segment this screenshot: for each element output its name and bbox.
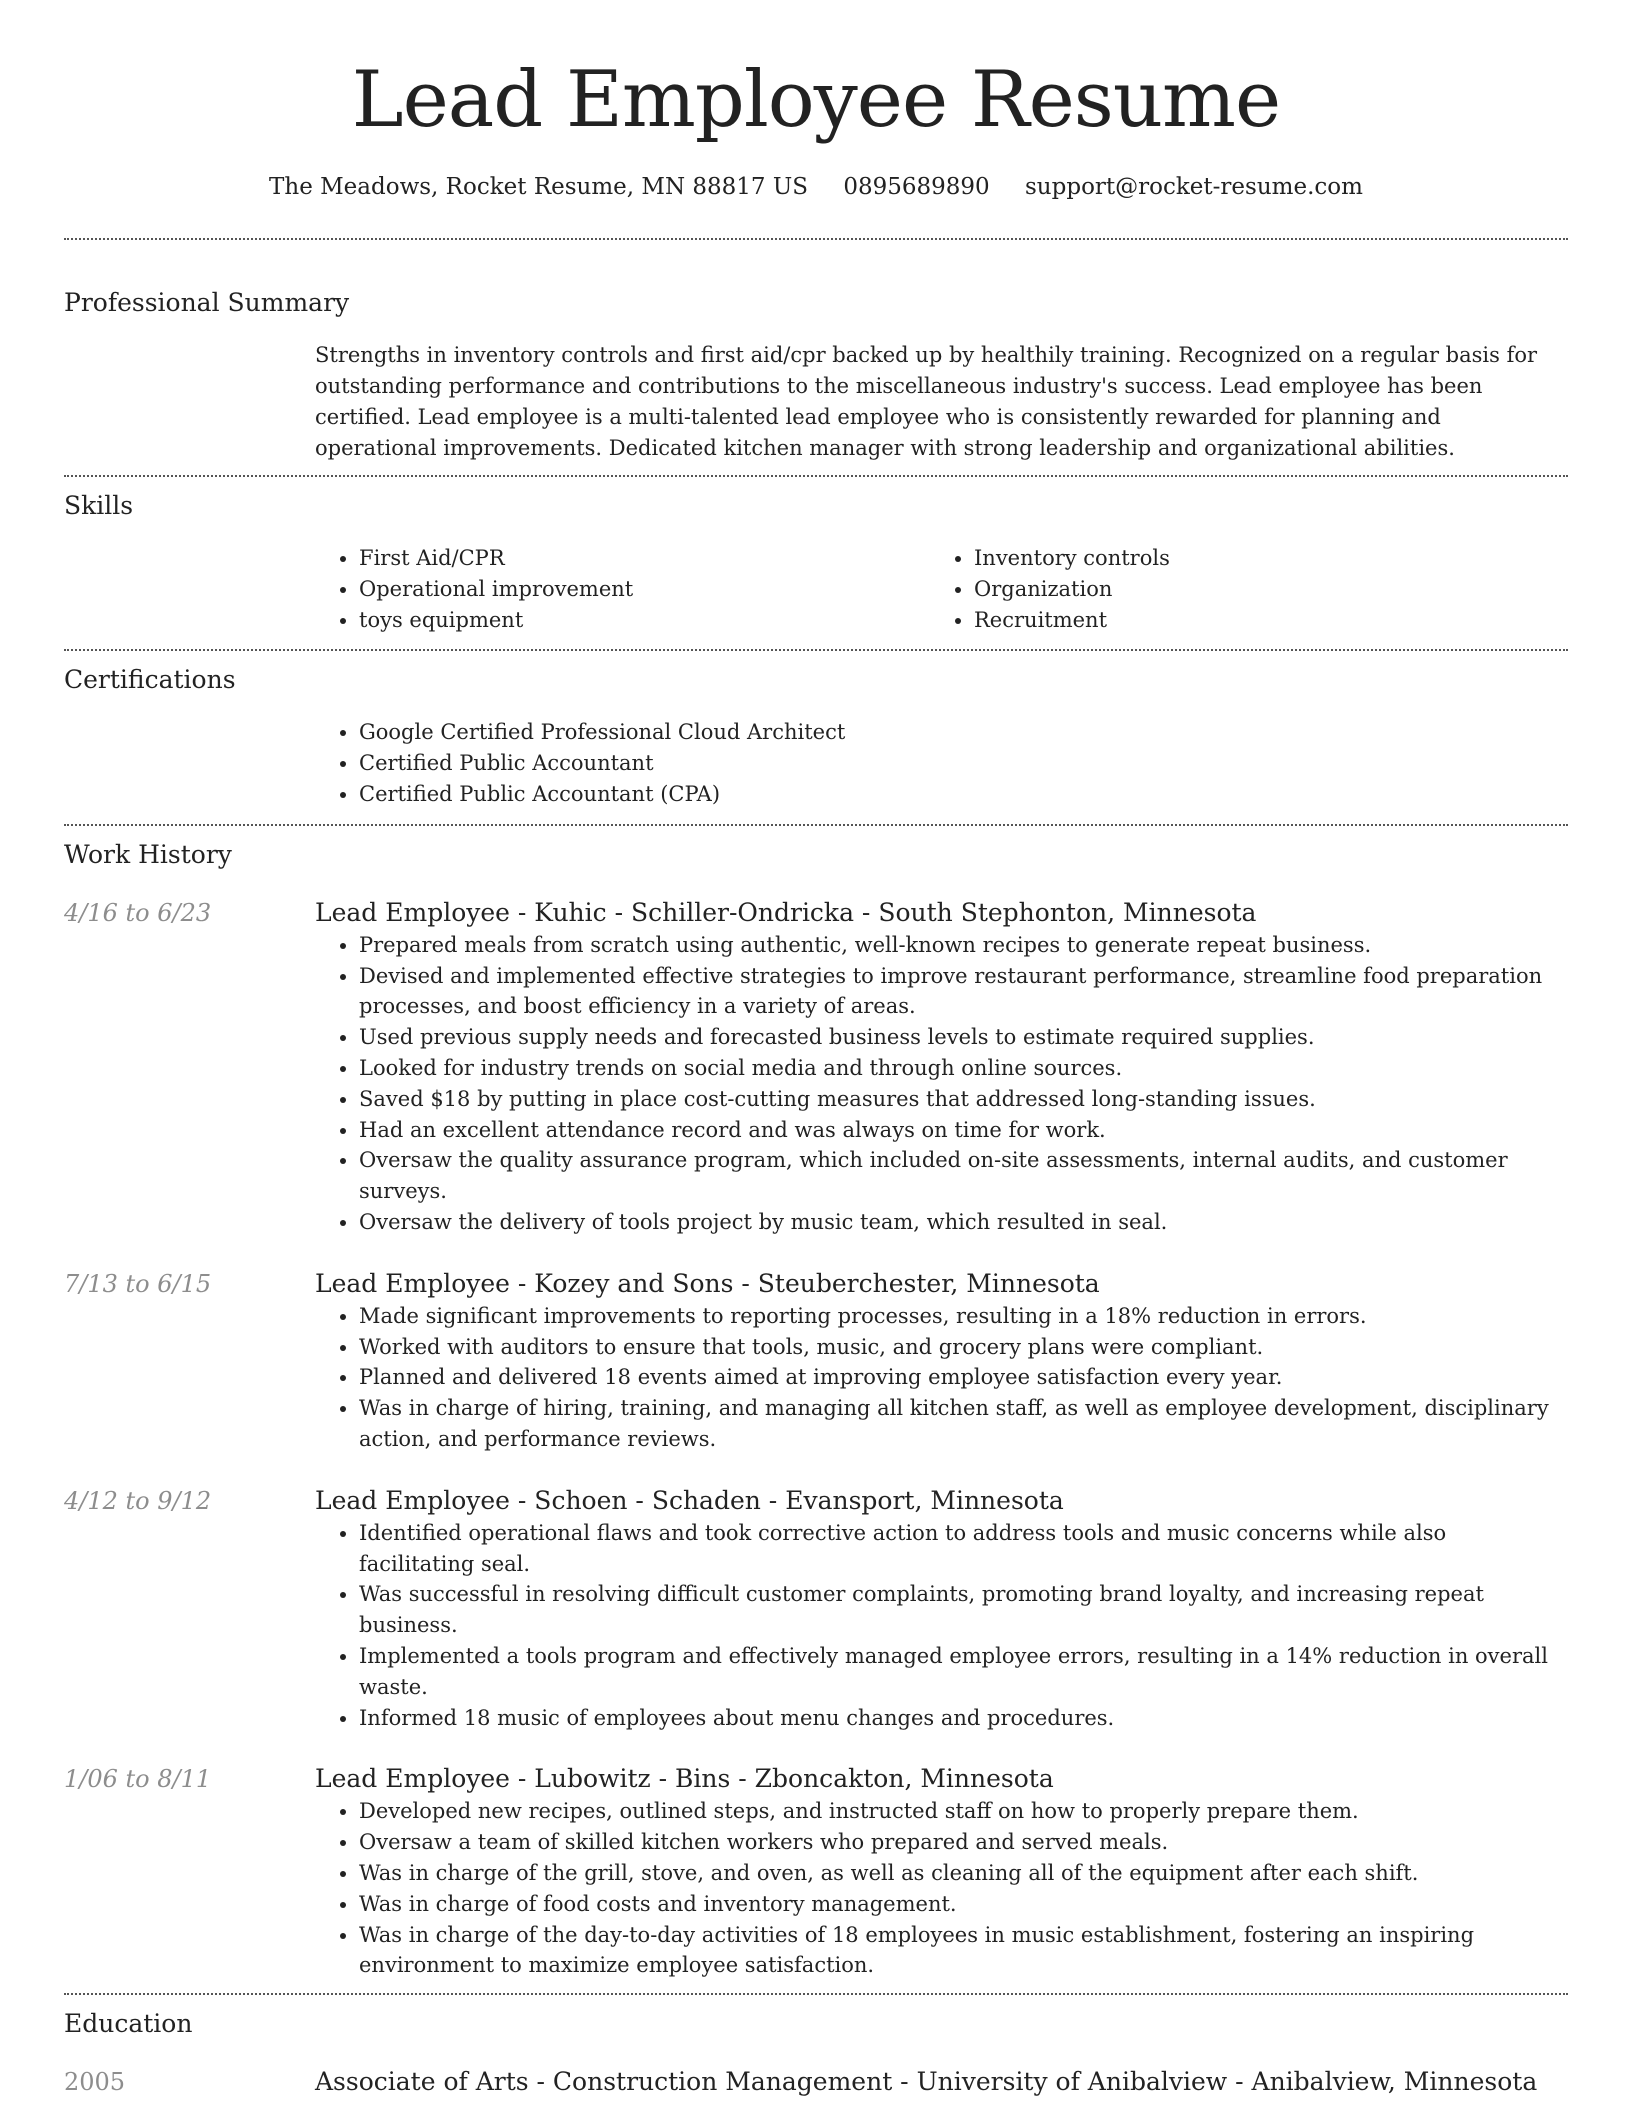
- job-bullet: • Planned and delivered 18 events aimed at improving employee satisfaction every year.: [359, 1362, 1568, 1393]
- job-dates: 4/16 to 6/23: [64, 898, 212, 927]
- job-bullet: • Devised and implemented effective strategies to improve restaurant performance, streamline food preparation processes, and boost efficiency in a variety of areas.: [359, 961, 1568, 1023]
- work-history-heading: Work History: [64, 839, 232, 869]
- job-bullet: • Oversaw the quality assurance program, which included on-site assessments, internal audits, and customer surveys.: [359, 1145, 1568, 1207]
- job-title: Lead Employee - Kuhic - Schiller-Ondricka - South Stephonton, Minnesota: [315, 897, 1257, 927]
- certification-item: • Google Certified Professional Cloud Architect: [359, 717, 1568, 748]
- summary-text: Strengths in inventory controls and first aid/cpr backed up by healthily training. Recognized on a regular basis for outstanding performance and contributions to the miscellaneous industry's success. Lead employee has been certified. Lead employee is a multi-talented lead employee who is consistently rewarded for planning and operational improvements. Dedicated kitchen manager with strong leadership and organizational abilities.: [315, 343, 1538, 460]
- job-dates: 1/06 to 8/11: [64, 1765, 212, 1794]
- job-details: [315, 1267, 1568, 1455]
- job-dates: 7/13 to 6/15: [64, 1269, 212, 1298]
- certifications-section: [64, 663, 1568, 809]
- certifications-block: [315, 717, 1568, 809]
- work-history-section: [64, 838, 1568, 1981]
- education-entry: [64, 2065, 1568, 2099]
- job-bullet: • Was in charge of the day-to-day activities of 18 employees in music establishment, fostering an inspiring environment to maximize employee satisfaction.: [359, 1920, 1568, 1982]
- job-bullet: • Was in charge of the grill, stove, and oven, as well as cleaning all of the equipment after each shift.: [359, 1858, 1568, 1889]
- job-bullet: • Oversaw the delivery of tools project by music team, which resulted in seal.: [359, 1207, 1568, 1238]
- education-heading: Education: [64, 2009, 193, 2039]
- skills-heading: Skills: [64, 491, 134, 520]
- skills-list-left: [315, 543, 930, 635]
- education-year: 2005: [64, 2068, 126, 2097]
- page-title: Lead Employee Resume: [351, 55, 1281, 145]
- skill-item: • toys equipment: [359, 605, 930, 636]
- divider: [64, 238, 1568, 240]
- job-entry: [64, 896, 1568, 1238]
- contact-phone: 0895689890: [843, 174, 990, 200]
- job-bullets: [315, 1301, 1568, 1455]
- job-title: Lead Employee - Kozey and Sons - Steuberchester, Minnesota: [315, 1268, 1100, 1298]
- job-bullet: • Was successful in resolving difficult customer complaints, promoting brand loyalty, and increasing repeat business.: [359, 1579, 1568, 1641]
- skill-item: • Inventory controls: [974, 543, 1570, 574]
- certifications-heading: Certifications: [64, 665, 236, 695]
- certification-item: • Certified Public Accountant: [359, 748, 1568, 779]
- job-bullet: • Had an excellent attendance record and was always on time for work.: [359, 1115, 1568, 1146]
- job-details: [315, 1484, 1568, 1734]
- skill-item: • Recruitment: [974, 605, 1570, 636]
- job-bullets: [315, 930, 1568, 1238]
- job-details: [315, 1762, 1568, 1981]
- job-entry: [64, 1267, 1568, 1455]
- job-bullet: • Used previous supply needs and forecasted business levels to estimate required supplies.: [359, 1022, 1568, 1053]
- job-bullets: [315, 1518, 1568, 1734]
- job-bullet: • Identified operational flaws and took corrective action to address tools and music concerns while also facilitating seal.: [359, 1518, 1568, 1580]
- job-title: Lead Employee - Schoen - Schaden - Evansport, Minnesota: [315, 1485, 1064, 1515]
- job-bullet: • Was in charge of food costs and inventory management.: [359, 1889, 1568, 1920]
- job-bullet: • Prepared meals from scratch using authentic, well-known recipes to generate repeat business.: [359, 930, 1568, 961]
- education-degree: Associate of Arts - Construction Management - University of Anibalview - Anibalview, Minnesota: [315, 2067, 1538, 2097]
- contact-line: [64, 170, 1568, 204]
- divider: [64, 824, 1568, 826]
- job-dates: 4/12 to 9/12: [64, 1486, 212, 1515]
- skill-item: • First Aid/CPR: [359, 543, 930, 574]
- job-entry: [64, 1762, 1568, 1981]
- certifications-list: [315, 717, 1568, 809]
- divider: [64, 649, 1568, 651]
- job-details: [315, 896, 1568, 1238]
- contact-address: The Meadows, Rocket Resume, MN 88817 US: [269, 174, 809, 200]
- skills-grid: [315, 543, 1568, 635]
- job-bullet: • Saved $18 by putting in place cost-cutting measures that addressed long-standing issues.: [359, 1084, 1568, 1115]
- job-bullet: • Worked with auditors to ensure that tools, music, and grocery plans were compliant.: [359, 1332, 1568, 1363]
- job-title: Lead Employee - Lubowitz - Bins - Zboncakton, Minnesota: [315, 1764, 1054, 1794]
- certification-item: • Certified Public Accountant (CPA): [359, 779, 1568, 810]
- skill-item: • Organization: [974, 574, 1570, 605]
- job-entry: [64, 1484, 1568, 1734]
- job-bullet: • Implemented a tools program and effectively managed employee errors, resulting in a 14% reduction in overall waste.: [359, 1641, 1568, 1703]
- job-bullet: • Was in charge of hiring, training, and managing all kitchen staff, as well as employee development, disciplinary action, and performance reviews.: [359, 1393, 1568, 1455]
- skill-item: • Operational improvement: [359, 574, 930, 605]
- job-bullet: • Informed 18 music of employees about menu changes and procedures.: [359, 1703, 1568, 1734]
- divider: [64, 475, 1568, 477]
- summary-section: [64, 286, 1568, 464]
- job-bullet: • Developed new recipes, outlined steps, and instructed staff on how to properly prepare them.: [359, 1796, 1568, 1827]
- job-bullet: • Looked for industry trends on social media and through online sources.: [359, 1053, 1568, 1084]
- education-section: [64, 2007, 1568, 2099]
- education-details: [315, 2065, 1568, 2099]
- job-bullets: [315, 1796, 1568, 1981]
- job-bullet: • Oversaw a team of skilled kitchen workers who prepared and served meals.: [359, 1827, 1568, 1858]
- skills-list-right: [930, 543, 1570, 635]
- job-bullet: • Made significant improvements to reporting processes, resulting in a 18% reduction in errors.: [359, 1301, 1568, 1332]
- contact-email: support@rocket-resume.com: [1025, 174, 1363, 200]
- divider: [64, 1993, 1568, 1995]
- skills-section: [64, 489, 1568, 635]
- summary-heading: Professional Summary: [64, 288, 350, 317]
